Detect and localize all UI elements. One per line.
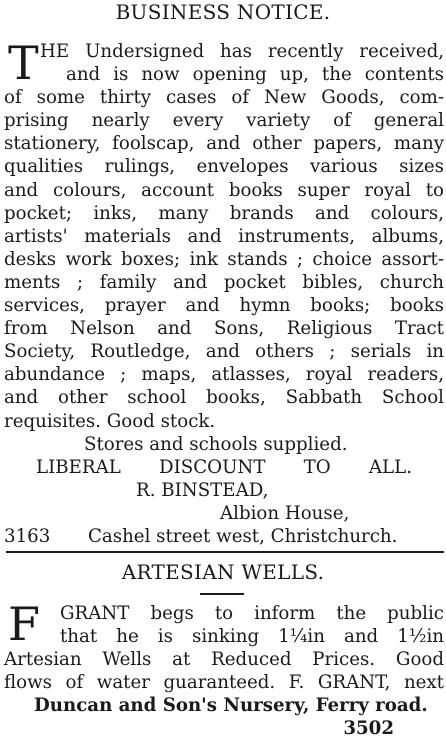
body-line: and is now opening up, the contents [66, 64, 444, 86]
artesian-wells-heading: ARTESIAN WELLS. [121, 560, 325, 584]
body-line: qualities rulings, envelopes various sizes [4, 156, 444, 178]
drop-cap: F [8, 597, 40, 651]
body-line: ments ; family and pocket bibles, church [4, 271, 444, 293]
reference-number: 3502 [343, 718, 394, 740]
discount-line: LIBERAL DISCOUNT TO ALL. [36, 456, 412, 478]
address: Cashel street west, Christchurch. [88, 525, 398, 547]
body-line: and other school books, Sabbath School [4, 387, 444, 409]
body-line: requisites. Good stock. [4, 410, 216, 432]
house-name: Albion House, [220, 502, 350, 524]
body-line: from Nelson and Sons, Religious Tract [4, 318, 444, 340]
reference-number: 3163 [4, 525, 51, 547]
body-line: that he is sinking 1¼in and 1½in [60, 626, 444, 648]
body-line: abundance ; maps, atlasses, royal readers, [4, 364, 444, 386]
supplied-line: Stores and schools supplied. [84, 433, 348, 455]
body-line: pocket; inks, many brands and colours, [4, 202, 444, 224]
body-line: and colours, account books super royal to [4, 179, 444, 201]
drop-cap: T [8, 36, 39, 90]
body-line: prising nearly every variety of general [4, 110, 444, 132]
body-line: Society, Routledge, and others ; serials in [4, 341, 444, 363]
artesian-wells-body [4, 597, 444, 741]
body-line: Duncan and Son's Nursery, Ferry road. [34, 695, 428, 717]
body-line: GRANT begs to inform the public [60, 603, 444, 624]
body-line: flows of water guaranteed. F. GRANT, next [4, 672, 444, 694]
signature: R. BINSTEAD, [136, 479, 269, 501]
address-line [4, 525, 444, 548]
body-line: services, prayer and hymn books; books [4, 295, 444, 317]
section-divider [6, 551, 444, 553]
body-line: artists' materials and instruments, albums, [4, 225, 444, 247]
body-line: Artesian Wells at Reduced Prices. Good [4, 649, 444, 671]
business-notice-heading: BUSINESS NOTICE. [115, 0, 331, 24]
body-line: HE Undersigned has recently received, [40, 41, 444, 62]
body-line: stationery, foolscap, and other papers, many [4, 133, 444, 155]
business-notice-body [4, 36, 444, 548]
body-line: of some thirty cases of New Goods, com- [4, 87, 444, 109]
body-line: desks work boxes; ink stands ; choice assort- [4, 248, 444, 270]
heading-underline [200, 593, 244, 595]
